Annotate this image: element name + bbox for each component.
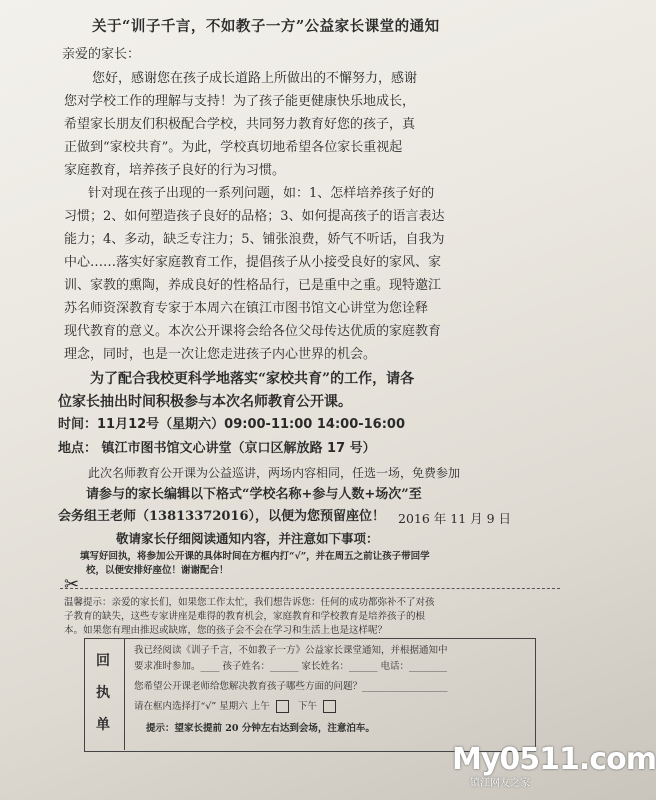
receipt-char: 执 [96, 685, 110, 701]
body-line: 正做到“家校共育”。为此，学校真切地希望各位家长重视起 [64, 140, 403, 155]
event-location: 地点： 镇江市图书馆文心讲堂（京口区解放路 17 号） [58, 441, 376, 456]
notice-date: 2016 年 11 月 9 日 [398, 511, 512, 526]
body-line: 习惯；2、如何塑造孩子良好的品格；3、如何提高孩子的语言表达 [64, 209, 445, 224]
body-line: 理念，同时，也是一次让您走进孩子内心世界的机会。 [64, 347, 377, 362]
fill-instruction: 填写好回执，将参加公开课的具体时间在方框内打“√”，并在周五之前让孩子带回学 [80, 551, 430, 562]
watermark-logo: My0511.com [452, 742, 656, 777]
greeting: 亲爱的家长： [62, 47, 141, 62]
body-line: 您好，感谢您在孩子成长道路上所做出的不懈努力，感谢 [92, 71, 418, 86]
morning-checkbox[interactable] [276, 700, 289, 713]
receipt-line: 要求准时参加。____ 孩子姓名：______ 家长姓名：______ 电话：________ [134, 661, 448, 672]
registration-format: 请参与的家长编辑以下格式“学校名称+参与人数+场次”至 [86, 487, 422, 502]
receipt-char: 回 [96, 653, 110, 669]
session-prompt: 请在框内选择打“√” 星期六 上午 [134, 701, 270, 712]
body-line: 苏名师资深教育专家于本周六在镇江市图书馆文心讲堂为您诠释 [64, 301, 429, 316]
receipt-session-select [134, 700, 336, 713]
arrival-tip: 提示：望家长提前 20 分钟左右达到会场，注意泊车。 [146, 723, 375, 734]
event-time: 时间：11月12号（星期六）09:00-11:00 14:00-16:00 [58, 417, 406, 432]
contact-line: 会务组王老师（13813372016），以便为您预留座位！ [58, 509, 385, 524]
emphasis-line: 位家长抽出时间积极参与本次名师教育公开课。 [58, 394, 352, 410]
body-line: 您对学校工作的理解与支持！为了孩子能更健康快乐地成长， [64, 94, 416, 109]
tip-line: 子教育的缺失，这些专家讲座是难得的教育机会，家庭教育和学校教育是培养孩子的根 [64, 611, 426, 622]
receipt-question: 您希望公开课老师给您解决教育孩子哪些方面的问题？__________________ [134, 681, 448, 692]
receipt-line: 我已经阅读《训子千言，不如教子一方》公益家长课堂通知，并根据通知中 [134, 645, 448, 656]
body-line: 希望家长朋友们积极配合学校，共同努力教育好您的孩子，真 [64, 117, 416, 132]
fill-instruction: 校，以便安排好座位！谢谢配合！ [86, 565, 229, 576]
body-line: 中心……落实好家庭教育工作，提倡孩子从小接受良好的家风、家 [64, 255, 442, 270]
afternoon-checkbox[interactable] [323, 700, 336, 713]
body-line: 家庭教育，培养孩子良好的行为习惯。 [64, 163, 286, 178]
body-line: 能力；4、多动，缺乏专注力；5、铺张浪费，娇气不听话，自我为 [64, 232, 445, 247]
receipt-char: 单 [96, 717, 110, 733]
watermark-subtitle: 镇江网友之家 [470, 778, 530, 789]
scissors-icon: ✂ [64, 574, 80, 595]
emphasis-line: 为了配合我校更科学地落实“家校共育”的工作，请各 [90, 371, 415, 387]
tip-line: 温馨提示：亲爱的家长们，如果您工作太忙，我们想告诉您：任何的成功都弥补不了对孩 [64, 597, 435, 608]
body-line: 现代教育的意义。本次公开课将会给各位父母传达优质的家庭教育 [64, 324, 442, 339]
afternoon-label: 下午 [297, 701, 317, 712]
free-session-note: 此次名师教育公开课为公益巡讲，两场内容相同，任选一场，免费参加 [88, 466, 461, 480]
cut-line [60, 588, 560, 589]
body-line: 针对现在孩子出现的一系列问题，如：1、怎样培养孩子好的 [88, 186, 435, 201]
tip-line: 本。如果您有理由推迟或缺席，您的孩子会不会在学习和生活上也是这样呢？ [64, 625, 388, 636]
please-read: 敬请家长仔细阅读通知内容，并注意如下事项： [116, 531, 379, 546]
body-line: 训、家教的熏陶，养成良好的性格品行，已是重中之重。现特邀江 [64, 278, 442, 293]
notice-title: 关于“训子千言，不如教子一方”公益家长课堂的通知 [92, 18, 440, 35]
